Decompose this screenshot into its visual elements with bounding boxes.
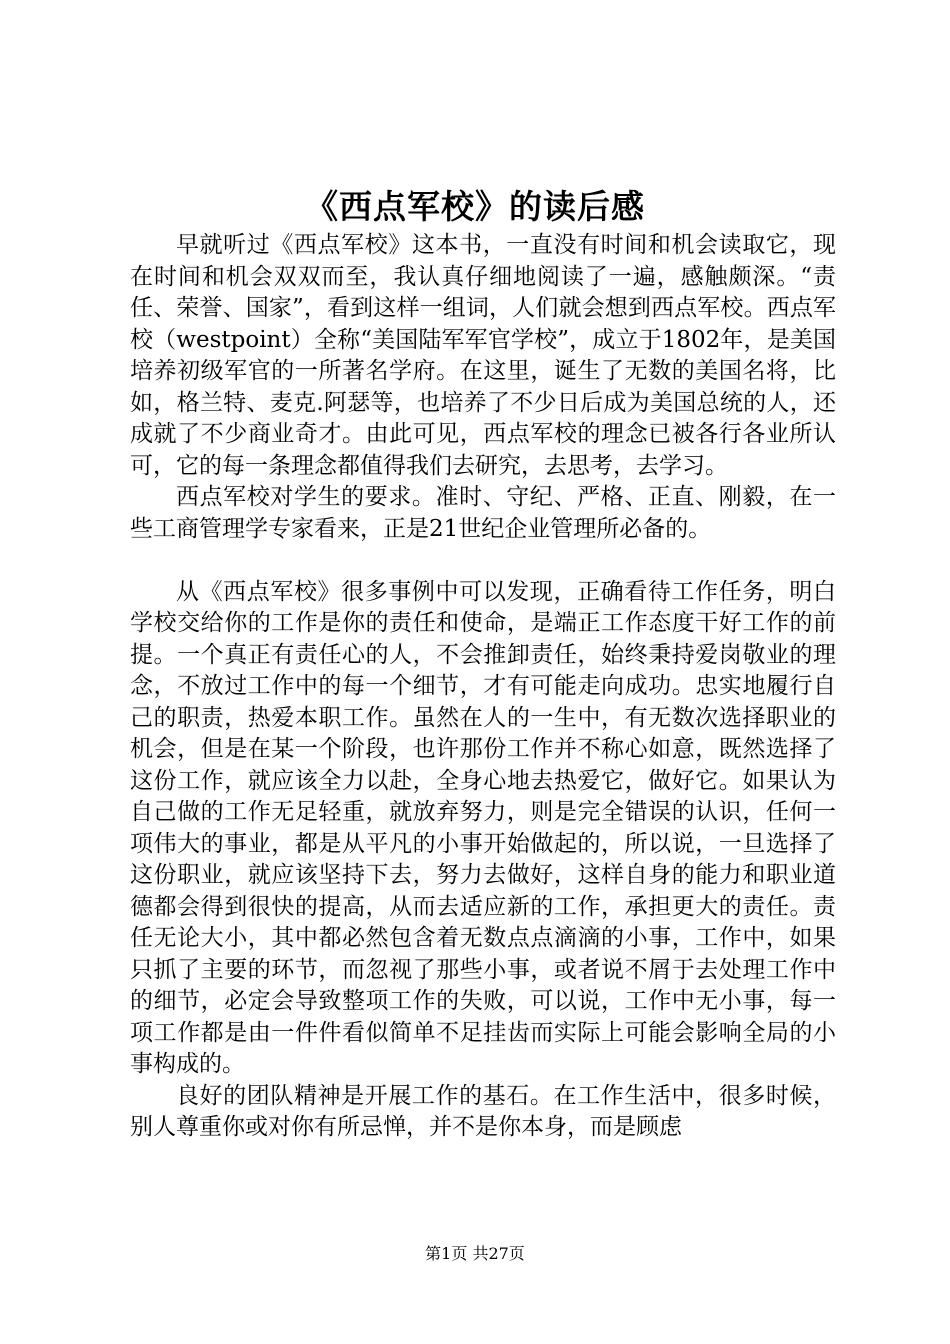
paragraph-teamwork: 良好的团队精神是开展工作的基石。在工作生活中，很多时候，别人尊重你或对你有所忌惮，并不是你本身，而是顾虑 xyxy=(130,1082,836,1140)
page-title: 《西点军校》的读后感 xyxy=(305,187,645,226)
paragraph-requirements: 西点军校对学生的要求。准时、守纪、严格、正直、刚毅，在一些工商管理学专家看来，正是21世纪企业管理所必备的。 xyxy=(130,484,836,542)
document-body xyxy=(130,230,836,1144)
paragraph-intro: 早就听过《西点军校》这本书，一直没有时间和机会读取它，现在时间和机会双双而至，我认真仔细地阅读了一遍，感触颇深。“责任、荣誉、国家”，看到这样一组词，人们就会想到西点军校。西点军校（westpoint）全称“美国陆军军官学校”，成立于1802年，是美国培养初级军官的一所著名学府。在这里，诞生了无数的美国名将，比如，格兰特、麦克.阿瑟等，也培养了不少日后成为美国总统的人，还成就了不少商业奇才。由此可见，西点军校的理念已被各行各业所认可，它的每一条理念都值得我们去研究，去思考，去学习。 xyxy=(130,232,836,479)
paragraph-responsibility: 从《西点军校》很多事例中可以发现，正确看待工作任务，明白学校交给你的工作是你的责任和使命，是端正工作态度干好工作的前提。一个真正有责任心的人，不会推卸责任，始终秉持爱岗敬业的理念，不放过工作中的每一个细节，才有可能走向成功。忠实地履行自己的职责，热爱本职工作。虽然在人的一生中，有无数次选择职业的机会，但是在某一个阶段，也许那份工作并不称心如意，既然选择了这份工作，就应该全力以赴，全身心地去热爱它，做好它。如果认为自己做的工作无足轻重，就放弃努力，则是完全错误的认识，任何一项伟大的事业，都是从平凡的小事开始做起的，所以说，一旦选择了这份职业，就应该坚持下去，努力去做好，这样自身的能力和职业道德都会得到很快的提高，从而去适应新的工作，承担更大的责任。责任无论大小，其中都必然包含着无数点点滴滴的小事，工作中，如果只抓了主要的环节，而忽视了那些小事，或者说不屑于去处理工作中的细节，必定会导致整项工作的失败，可以说，工作中无小事，每一项工作都是由一件件看似简单不足挂齿而实际上可能会影响全局的小事构成的。 xyxy=(130,578,836,1077)
page-footer: 第1页 共27页 xyxy=(425,1244,525,1263)
paragraph-spacer xyxy=(130,545,836,577)
